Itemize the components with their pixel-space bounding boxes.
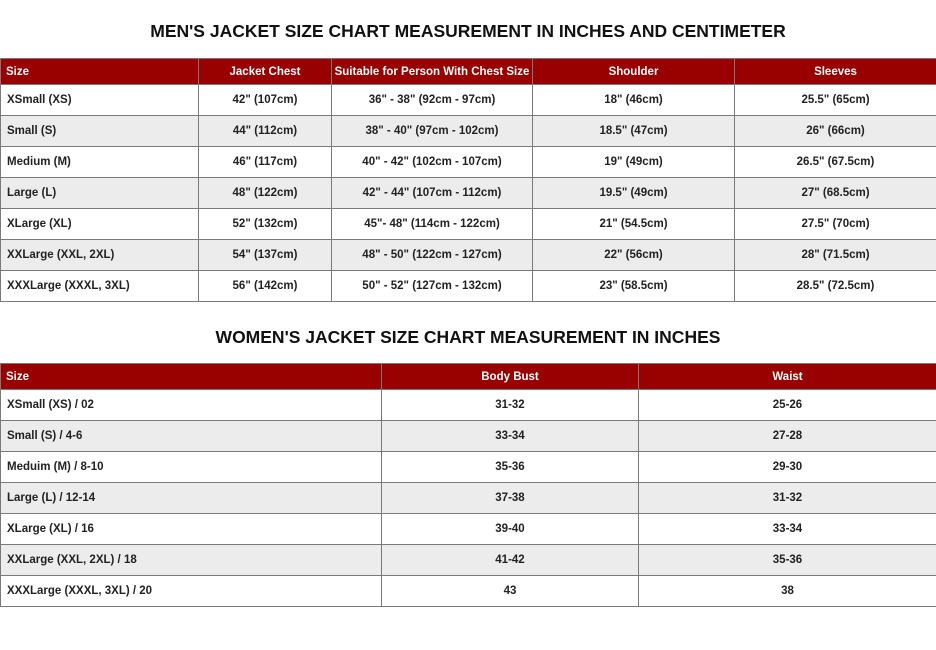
- men-size-table: [0, 58, 936, 302]
- column-header: Suitable for Person With Chest Size: [332, 59, 533, 85]
- column-header: Sleeves: [735, 59, 936, 85]
- table-row: [1, 483, 936, 514]
- size-cell: XSmall (XS): [1, 85, 199, 116]
- measurement-cell: 27-28: [639, 421, 936, 452]
- column-header: Shoulder: [533, 59, 735, 85]
- measurement-cell: 42" (107cm): [199, 85, 332, 116]
- measurement-cell: 21" (54.5cm): [533, 209, 735, 240]
- measurement-cell: 29-30: [639, 452, 936, 483]
- measurement-cell: 28.5" (72.5cm): [735, 271, 936, 302]
- size-cell: XSmall (XS) / 02: [1, 390, 382, 421]
- measurement-cell: 35-36: [639, 545, 936, 576]
- size-cell: XLarge (XL) / 16: [1, 514, 382, 545]
- size-cell: Large (L): [1, 178, 199, 209]
- table-header-row: [1, 364, 936, 390]
- column-header: Jacket Chest: [199, 59, 332, 85]
- table-row: [1, 147, 936, 178]
- table-row: [1, 209, 936, 240]
- column-header: Size: [1, 59, 199, 85]
- table-row: [1, 240, 936, 271]
- measurement-cell: 48" (122cm): [199, 178, 332, 209]
- measurement-cell: 35-36: [382, 452, 639, 483]
- measurement-cell: 40" - 42" (102cm - 107cm): [332, 147, 533, 178]
- measurement-cell: 18" (46cm): [533, 85, 735, 116]
- women-size-table: [0, 363, 936, 607]
- column-header: Waist: [639, 364, 936, 390]
- measurement-cell: 27" (68.5cm): [735, 178, 936, 209]
- size-cell: XXXLarge (XXXL, 3XL) / 20: [1, 576, 382, 607]
- measurement-cell: 54" (137cm): [199, 240, 332, 271]
- size-cell: Small (S) / 4-6: [1, 421, 382, 452]
- measurement-cell: 33-34: [382, 421, 639, 452]
- size-cell: Meduim (M) / 8-10: [1, 452, 382, 483]
- table-header-row: [1, 59, 936, 85]
- measurement-cell: 45"- 48" (114cm - 122cm): [332, 209, 533, 240]
- measurement-cell: 56" (142cm): [199, 271, 332, 302]
- measurement-cell: 31-32: [382, 390, 639, 421]
- table-row: [1, 421, 936, 452]
- measurement-cell: 27.5" (70cm): [735, 209, 936, 240]
- size-cell: Medium (M): [1, 147, 199, 178]
- measurement-cell: 19" (49cm): [533, 147, 735, 178]
- column-header: Size: [1, 364, 382, 390]
- size-cell: XLarge (XL): [1, 209, 199, 240]
- table-row: [1, 576, 936, 607]
- measurement-cell: 46" (117cm): [199, 147, 332, 178]
- table-row: [1, 116, 936, 147]
- table-row: [1, 514, 936, 545]
- measurement-cell: 33-34: [639, 514, 936, 545]
- measurement-cell: 43: [382, 576, 639, 607]
- measurement-cell: 26.5" (67.5cm): [735, 147, 936, 178]
- measurement-cell: 48" - 50" (122cm - 127cm): [332, 240, 533, 271]
- measurement-cell: 44" (112cm): [199, 116, 332, 147]
- measurement-cell: 31-32: [639, 483, 936, 514]
- measurement-cell: 19.5" (49cm): [533, 178, 735, 209]
- table-row: [1, 545, 936, 576]
- size-cell: XXLarge (XXL, 2XL): [1, 240, 199, 271]
- measurement-cell: 41-42: [382, 545, 639, 576]
- size-cell: XXXLarge (XXXL, 3XL): [1, 271, 199, 302]
- measurement-cell: 52" (132cm): [199, 209, 332, 240]
- measurement-cell: 23" (58.5cm): [533, 271, 735, 302]
- table-row: [1, 271, 936, 302]
- size-cell: Large (L) / 12-14: [1, 483, 382, 514]
- table-row: [1, 178, 936, 209]
- measurement-cell: 38: [639, 576, 936, 607]
- table-row: [1, 85, 936, 116]
- measurement-cell: 50" - 52" (127cm - 132cm): [332, 271, 533, 302]
- measurement-cell: 42" - 44" (107cm - 112cm): [332, 178, 533, 209]
- women-chart-title: WOMEN'S JACKET SIZE CHART MEASUREMENT IN INCHES: [215, 327, 721, 347]
- measurement-cell: 25-26: [639, 390, 936, 421]
- measurement-cell: 38" - 40" (97cm - 102cm): [332, 116, 533, 147]
- measurement-cell: 22" (56cm): [533, 240, 735, 271]
- size-cell: XXLarge (XXL, 2XL) / 18: [1, 545, 382, 576]
- measurement-cell: 28" (71.5cm): [735, 240, 936, 271]
- measurement-cell: 25.5" (65cm): [735, 85, 936, 116]
- table-row: [1, 390, 936, 421]
- men-chart-title: MEN'S JACKET SIZE CHART MEASUREMENT IN INCHES AND CENTIMETER: [150, 21, 786, 41]
- table-row: [1, 452, 936, 483]
- column-header: Body Bust: [382, 364, 639, 390]
- measurement-cell: 37-38: [382, 483, 639, 514]
- measurement-cell: 36" - 38" (92cm - 97cm): [332, 85, 533, 116]
- measurement-cell: 18.5" (47cm): [533, 116, 735, 147]
- size-cell: Small (S): [1, 116, 199, 147]
- measurement-cell: 26" (66cm): [735, 116, 936, 147]
- measurement-cell: 39-40: [382, 514, 639, 545]
